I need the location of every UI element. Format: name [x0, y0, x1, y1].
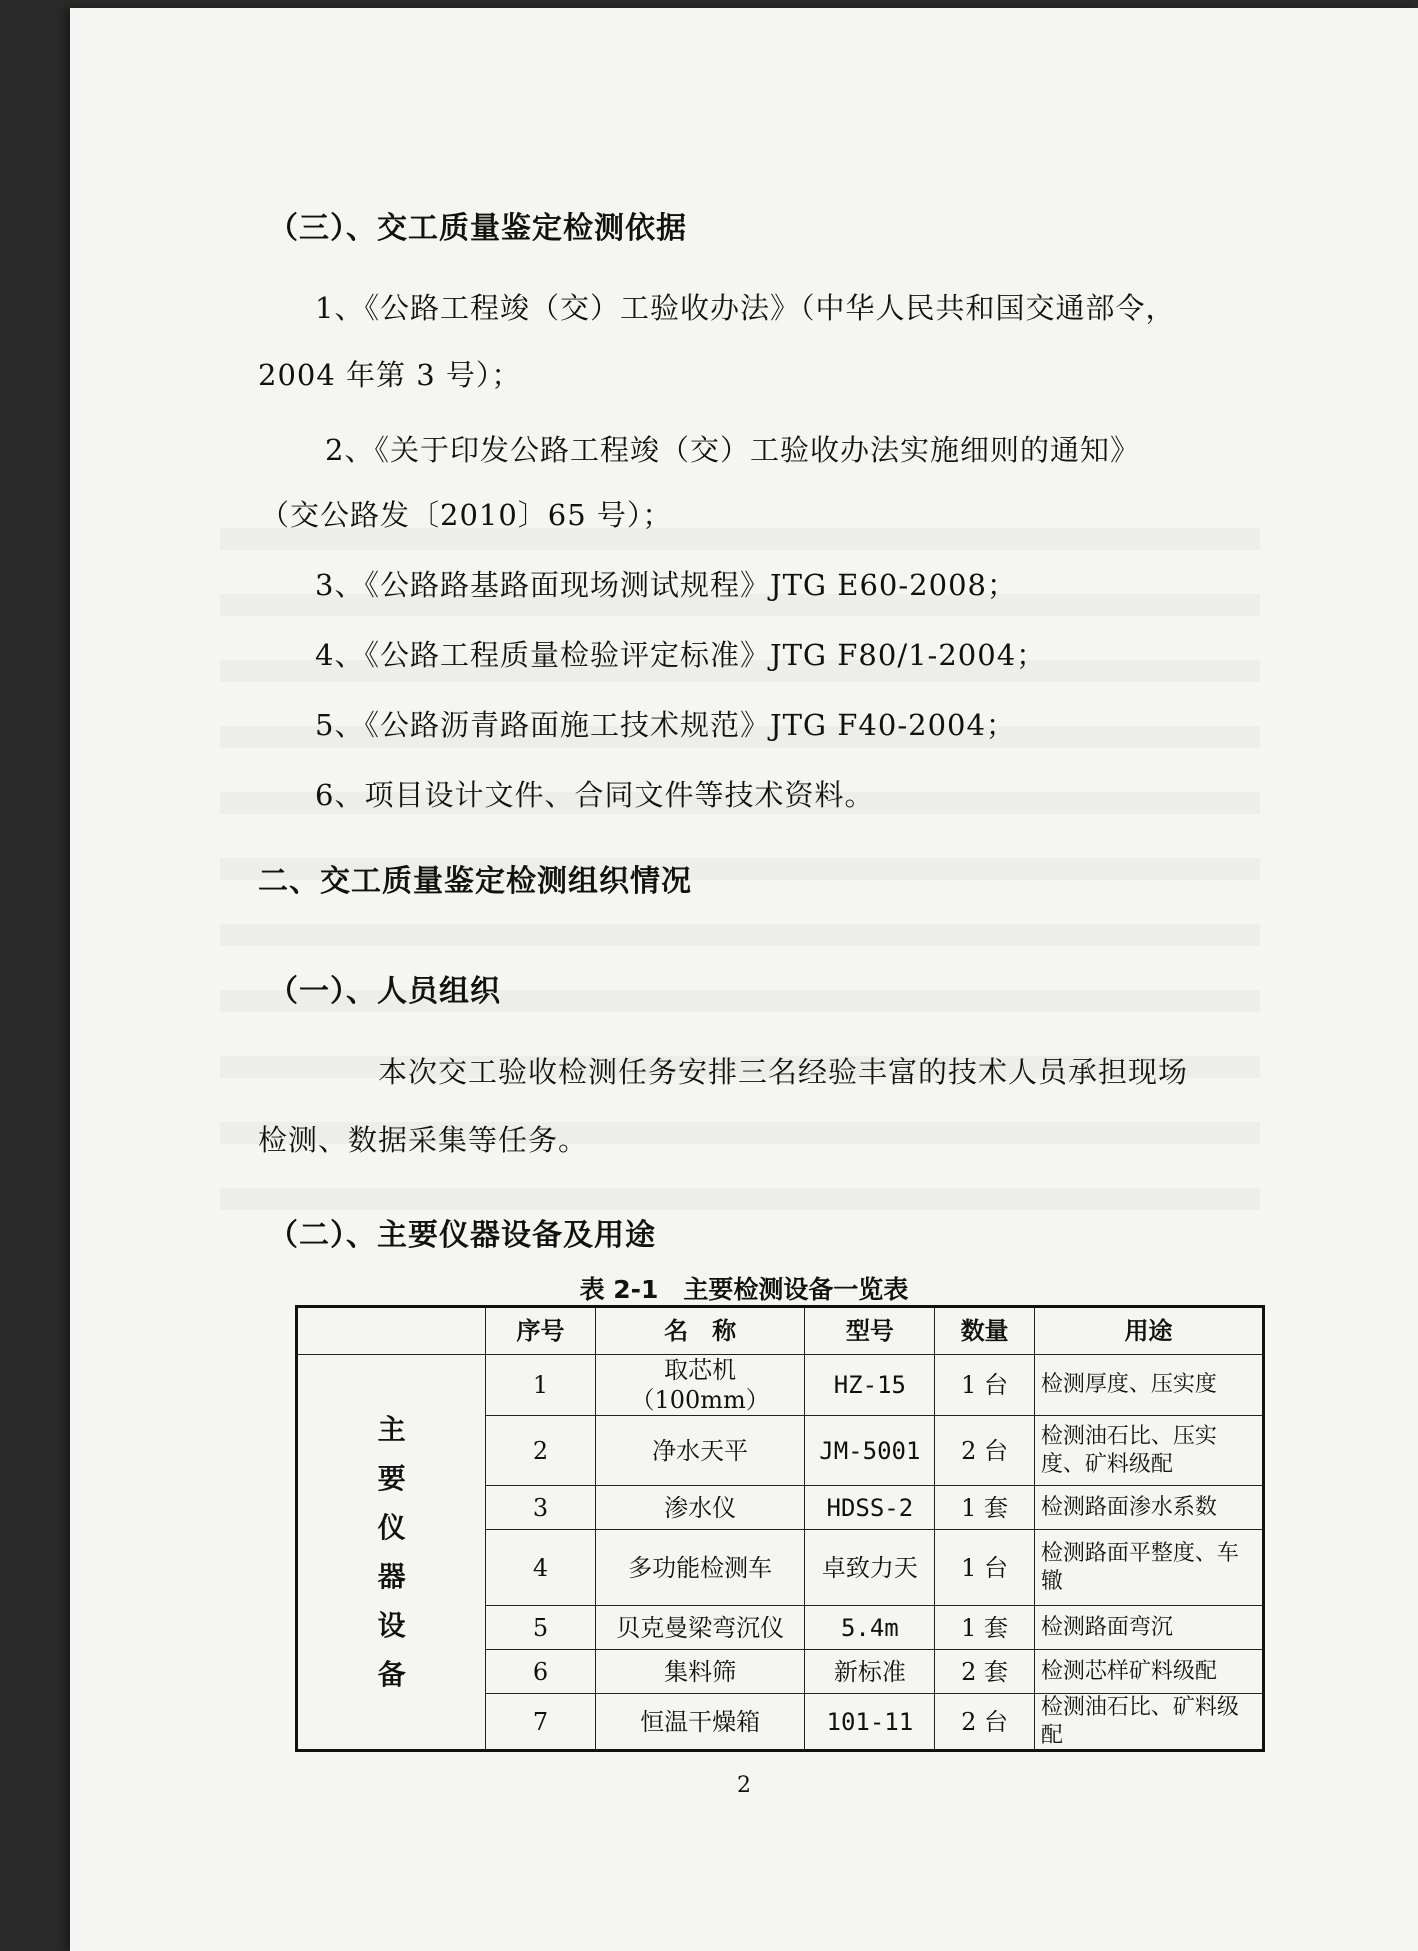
cell-use: 检测油石比、矿料级配 — [1034, 1694, 1263, 1751]
cell-name: 渗水仪 — [595, 1486, 805, 1530]
cell-name: 贝克曼梁弯沉仪 — [595, 1606, 805, 1650]
group-char: 器 — [377, 1560, 406, 1593]
personnel-heading: （一）、人员组织 — [268, 974, 501, 1009]
cell-qty: 1 台 — [935, 1530, 1035, 1606]
org-heading: 二、交工质量鉴定检测组织情况 — [258, 864, 692, 899]
cell-name: 恒温干燥箱 — [595, 1694, 805, 1751]
cell-use: 检测路面弯沉 — [1034, 1606, 1263, 1650]
equipment-table — [295, 1305, 1265, 1752]
basis-heading: （三）、交工质量鉴定检测依据 — [268, 211, 687, 246]
basis-item-1: 1、《公路工程竣（交）工验收办法》（中华人民共和国交通部令， — [315, 291, 1176, 325]
table-row — [297, 1355, 1264, 1416]
cell-qty: 1 台 — [935, 1355, 1035, 1416]
cell-qty: 1 套 — [935, 1606, 1035, 1650]
cell-model: 101-11 — [805, 1694, 935, 1751]
cell-index: 5 — [486, 1606, 596, 1650]
cell-qty: 2 台 — [935, 1694, 1035, 1751]
basis-item-4: 4、《公路工程质量检验评定标准》JTG F80/1-2004； — [315, 638, 1047, 672]
basis-item-6: 6、项目设计文件、合同文件等技术资料。 — [315, 778, 875, 812]
basis-item-5: 5、《公路沥青路面施工技术规范》JTG F40-2004； — [315, 708, 1016, 742]
group-char: 仪 — [377, 1511, 406, 1544]
document-page — [70, 8, 1418, 1951]
group-label — [297, 1355, 486, 1751]
table-header-row — [297, 1307, 1264, 1355]
cell-index: 2 — [486, 1416, 596, 1486]
header-use: 用途 — [1034, 1307, 1263, 1355]
cell-qty: 2 台 — [935, 1416, 1035, 1486]
cell-name: 集料筛 — [595, 1650, 805, 1694]
cell-index: 1 — [486, 1355, 596, 1416]
basis-item-3: 3、《公路路基路面现场测试规程》JTG E60-2008； — [315, 568, 1017, 602]
cell-index: 6 — [486, 1650, 596, 1694]
header-name: 名 称 — [595, 1307, 805, 1355]
cell-qty: 1 套 — [935, 1486, 1035, 1530]
cell-index: 3 — [486, 1486, 596, 1530]
group-char: 主 — [377, 1413, 406, 1446]
cell-index: 4 — [486, 1530, 596, 1606]
cell-model: JM-5001 — [805, 1416, 935, 1486]
equipment-heading: （二）、主要仪器设备及用途 — [268, 1218, 656, 1253]
cell-use: 检测芯样矿料级配 — [1034, 1650, 1263, 1694]
group-char: 备 — [377, 1658, 406, 1691]
basis-item-2-cont: （交公路发〔2010〕65 号）； — [260, 498, 673, 532]
cell-use: 检测厚度、压实度 — [1034, 1355, 1263, 1416]
header-model: 型号 — [805, 1307, 935, 1355]
cell-name: 净水天平 — [595, 1416, 805, 1486]
cell-qty: 2 套 — [935, 1650, 1035, 1694]
cell-use: 检测油石比、压实度、矿料级配 — [1034, 1416, 1263, 1486]
personnel-para-line2: 检测、数据采集等任务。 — [258, 1123, 589, 1157]
cell-use: 检测路面渗水系数 — [1034, 1486, 1263, 1530]
table-caption: 表 2-1 主要检测设备一览表 — [579, 1275, 909, 1304]
cell-model: HDSS-2 — [805, 1486, 935, 1530]
basis-item-2: 2、《关于印发公路工程竣（交）工验收办法实施细则的通知》 — [325, 433, 1140, 467]
group-char: 设 — [377, 1609, 406, 1642]
cell-model: 卓致力天 — [805, 1530, 935, 1606]
header-group — [297, 1307, 486, 1355]
cell-index: 7 — [486, 1694, 596, 1751]
group-char: 要 — [377, 1462, 406, 1495]
page-number: 2 — [737, 1773, 751, 1798]
cell-model: 5.4m — [805, 1606, 935, 1650]
cell-use: 检测路面平整度、车辙 — [1034, 1530, 1263, 1606]
cell-model: 新标准 — [805, 1650, 935, 1694]
personnel-para-line1: 本次交工验收检测任务安排三名经验丰富的技术人员承担现场 — [378, 1055, 1189, 1089]
basis-item-1-cont: 2004 年第 3 号）； — [258, 358, 522, 392]
cell-model: HZ-15 — [805, 1355, 935, 1416]
header-qty: 数量 — [935, 1307, 1035, 1355]
cell-name: 多功能检测车 — [595, 1530, 805, 1606]
cell-name: 取芯机（100mm） — [595, 1355, 805, 1416]
header-index: 序号 — [486, 1307, 596, 1355]
